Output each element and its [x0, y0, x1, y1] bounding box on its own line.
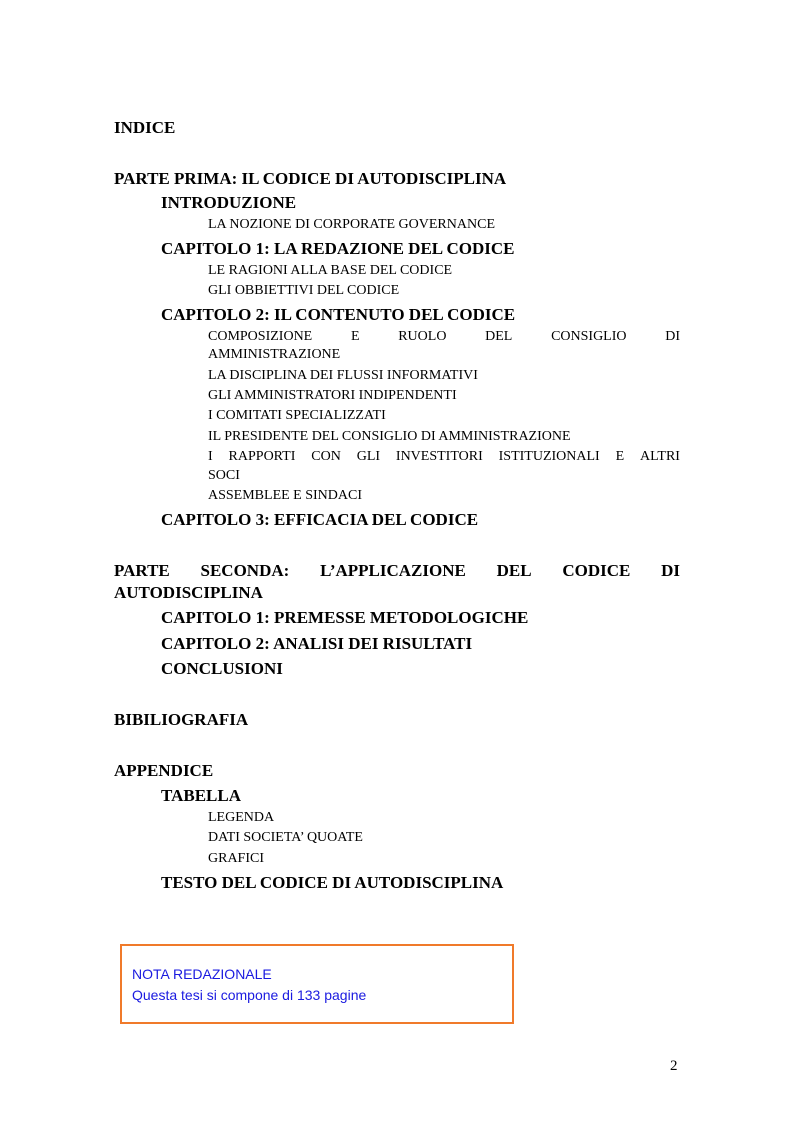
- toc-word: RUOLO: [398, 329, 447, 344]
- heading-word: PARTE: [114, 561, 170, 580]
- toc-word: GLI: [356, 449, 381, 464]
- toc-word: ISTITUZIONALI: [498, 449, 600, 464]
- toc-entry-continuation: AMMINISTRAZIONE: [208, 347, 341, 362]
- toc-word: COMPOSIZIONE: [208, 329, 313, 344]
- toc-word: E: [350, 329, 360, 344]
- toc-word: ALTRI: [640, 449, 680, 464]
- toc-word: DI: [665, 329, 680, 344]
- testo-codice-heading: TESTO DEL CODICE DI AUTODISCIPLINA: [161, 873, 504, 892]
- toc-entry: IL PRESIDENTE DEL CONSIGLIO DI AMMINISTRAZIONE: [208, 429, 571, 444]
- toc-entry-justified: [208, 449, 680, 465]
- toc-entry: I COMITATI SPECIALIZZATI: [208, 408, 386, 423]
- tabella-heading: TABELLA: [161, 786, 241, 805]
- toc-word: RAPPORTI: [228, 449, 296, 464]
- editorial-note-heading: NOTA REDAZIONALE: [132, 966, 272, 982]
- index-title: INDICE: [114, 118, 176, 137]
- toc-entry: ASSEMBLEE E SINDACI: [208, 488, 363, 503]
- toc-word: E: [615, 449, 625, 464]
- introduzione-heading: INTRODUZIONE: [161, 193, 297, 212]
- toc-entry: GLI AMMINISTRATORI INDIPENDENTI: [208, 388, 457, 403]
- heading-word: L’APPLICAZIONE: [320, 561, 466, 580]
- part-two-chapter-2: CAPITOLO 2: ANALISI DEI RISULTATI: [161, 634, 473, 653]
- part-two-chapter-1: CAPITOLO 1: PREMESSE METODOLOGICHE: [161, 608, 529, 627]
- toc-entry: LA DISCIPLINA DEI FLUSSI INFORMATIVI: [208, 368, 478, 383]
- toc-entry: GLI OBBIETTIVI DEL CODICE: [208, 283, 400, 298]
- appendice-heading: APPENDICE: [114, 761, 214, 780]
- heading-word: SECONDA:: [200, 561, 290, 580]
- part-one-heading: PARTE PRIMA: IL CODICE DI AUTODISCIPLINA: [114, 169, 507, 188]
- toc-word: I: [208, 449, 213, 464]
- chapter-2-heading: CAPITOLO 2: IL CONTENUTO DEL CODICE: [161, 305, 516, 324]
- editorial-note-box: [120, 944, 514, 1024]
- toc-word: DEL: [485, 329, 513, 344]
- toc-entry: GRAFICI: [208, 851, 265, 866]
- bibliografia-heading: BIBILIOGRAFIA: [114, 710, 249, 729]
- toc-word: CON: [311, 449, 341, 464]
- toc-entry: LE RAGIONI ALLA BASE DEL CODICE: [208, 263, 453, 278]
- toc-word: CONSIGLIO: [551, 329, 627, 344]
- heading-word: DI: [661, 561, 680, 580]
- chapter-1-heading: CAPITOLO 1: LA REDAZIONE DEL CODICE: [161, 239, 515, 258]
- part-two-heading-continuation: AUTODISCIPLINA: [114, 583, 263, 602]
- conclusioni-heading: CONCLUSIONI: [161, 659, 283, 678]
- chapter-3-heading: CAPITOLO 3: EFFICACIA DEL CODICE: [161, 510, 479, 529]
- toc-word: INVESTITORI: [395, 449, 483, 464]
- toc-entry: DATI SOCIETA’ QUOATE: [208, 830, 363, 845]
- toc-entry: LEGENDA: [208, 810, 275, 825]
- page-number: 2: [670, 1058, 678, 1074]
- editorial-note-text: Questa tesi si compone di 133 pagine: [132, 987, 367, 1003]
- heading-word: CODICE: [562, 561, 631, 580]
- heading-word: DEL: [496, 561, 532, 580]
- toc-entry-continuation: SOCI: [208, 468, 240, 483]
- part-two-heading: [114, 561, 680, 581]
- toc-entry-justified: [208, 329, 680, 345]
- toc-entry: LA NOZIONE DI CORPORATE GOVERNANCE: [208, 217, 495, 232]
